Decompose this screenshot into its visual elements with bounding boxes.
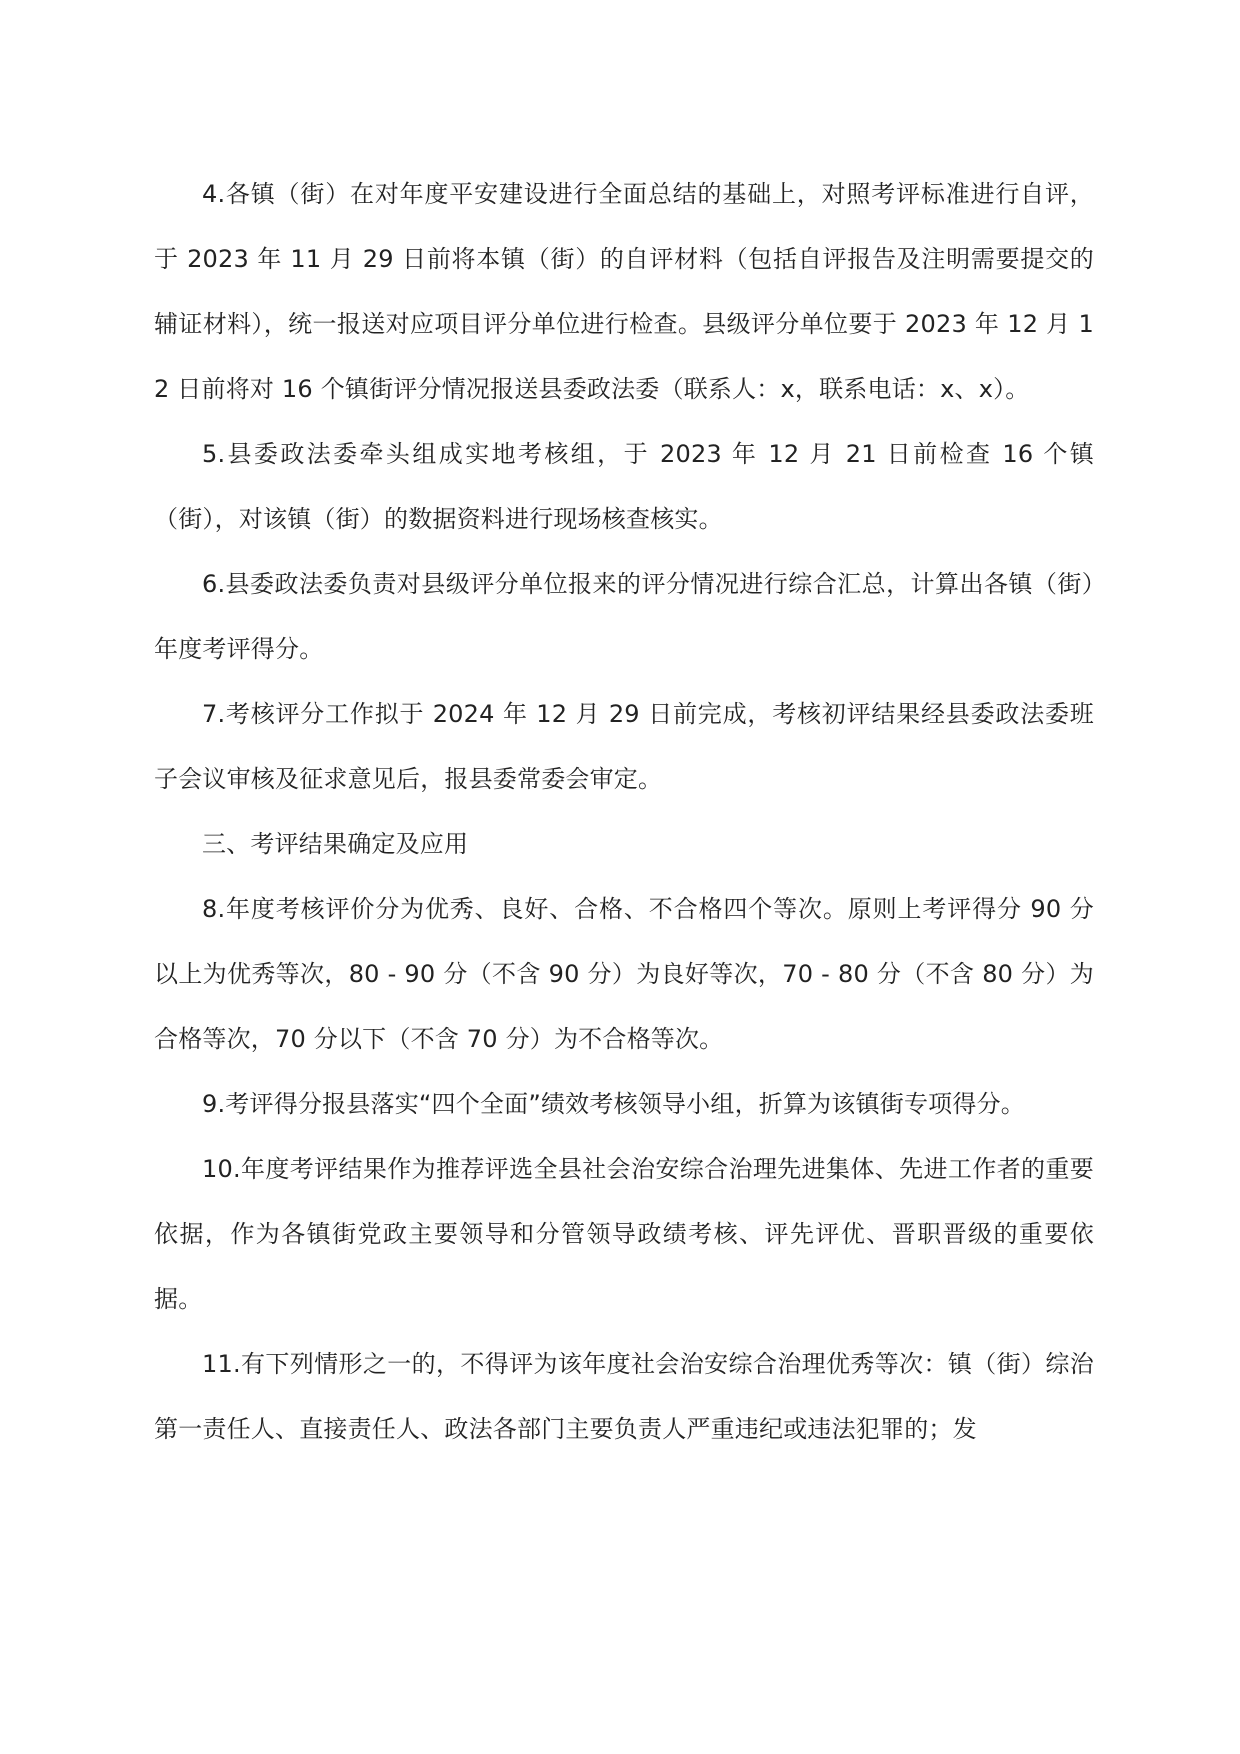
document-body	[154, 162, 1094, 1462]
paragraph-item-9: 9.考评得分报县落实“四个全面”绩效考核领导小组，折算为该镇街专项得分。	[202, 1090, 1025, 1118]
section-heading: 三、考评结果确定及应用	[202, 830, 469, 858]
paragraph-item-6: 6.县委政法委负责对县级评分单位报来的评分情况进行综合汇总，计算出各镇（街）年度考评得分。	[154, 570, 1094, 663]
paragraph-item-8: 8.年度考核评价分为优秀、良好、合格、不合格四个等次。原则上考评得分 90 分以上为优秀等次，80 - 90 分（不含 90 分）为良好等次，70 - 80 分（不含 80 分）为合格等次，70 分以下（不含 70 分）为不合格等次。	[154, 895, 1094, 1053]
paragraph-item-7: 7.考核评分工作拟于 2024 年 12 月 29 日前完成，考核初评结果经县委政法委班子会议审核及征求意见后，报县委常委会审定。	[154, 700, 1094, 793]
paragraph-item-11: 11.有下列情形之一的，不得评为该年度社会治安综合治理优秀等次：镇（街）综治第一责任人、直接责任人、政法各部门主要负责人严重违纪或违法犯罪的；发	[154, 1350, 1094, 1443]
paragraph-item-10: 10.年度考评结果作为推荐评选全县社会治安综合治理先进集体、先进工作者的重要依据，作为各镇街党政主要领导和分管领导政绩考核、评先评优、晋职晋级的重要依据。	[154, 1155, 1094, 1313]
paragraph-item-5: 5.县委政法委牵头组成实地考核组，于 2023 年 12 月 21 日前检查 16 个镇（街），对该镇（街）的数据资料进行现场核查核实。	[154, 440, 1094, 533]
paragraph-item-4: 4.各镇（街）在对年度平安建设进行全面总结的基础上，对照考评标准进行自评，于 2023 年 11 月 29 日前将本镇（街）的自评材料（包括自评报告及注明需要提交的辅证材料），统一报送对应项目评分单位进行检查。县级评分单位要于 2023 年 12 月 12 日前将对 16 个镇街评分情况报送县委政法委（联系人：x，联系电话：x、x）。	[154, 180, 1094, 403]
